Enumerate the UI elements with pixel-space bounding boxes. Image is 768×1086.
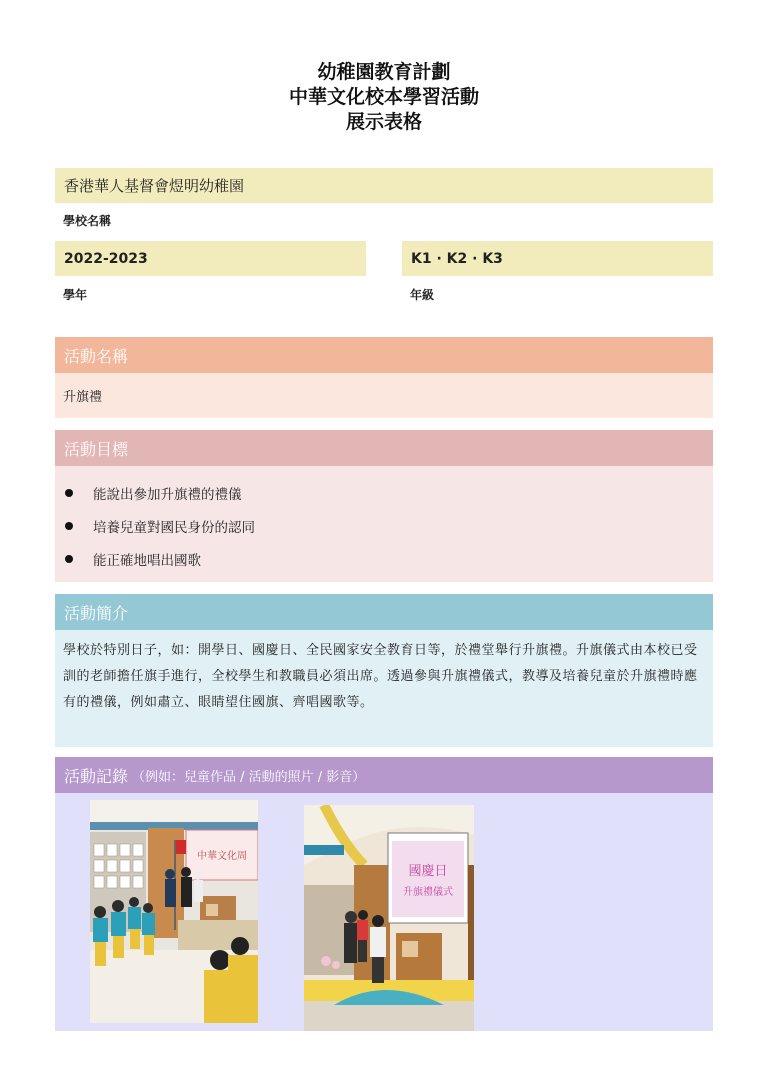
- goal-list: [55, 466, 713, 575]
- activity-name-heading: [55, 337, 713, 373]
- goal-text: 能正確地唱出國歌: [93, 552, 201, 569]
- title-line-3: 展示表格: [345, 111, 422, 133]
- activity-name-body: [55, 373, 713, 418]
- activity-name-heading-text: 活動名稱: [64, 346, 129, 366]
- photo-national-day-ceremony: [304, 805, 474, 1031]
- school-name-label: 學校名稱: [63, 214, 112, 228]
- activity-goals-heading-text: 活動目標: [64, 439, 129, 459]
- activity-goals-heading: [55, 430, 713, 466]
- activity-record-heading-text: 活動記錄: [64, 766, 129, 786]
- title-line-2: 中華文化校本學習活動: [288, 86, 479, 108]
- goal-text: 培養兒童對國民身份的認同: [93, 519, 255, 536]
- activity-intro-heading: [55, 594, 713, 630]
- school-year-field: [55, 241, 366, 276]
- bullet-icon: [65, 555, 73, 563]
- activity-intro-body: [55, 630, 713, 747]
- goal-text: 能說出參加升旗禮的禮儀: [93, 486, 242, 503]
- activity-intro-text: 學校於特別日子，如：開學日、國慶日、全民國家安全教育日等，於禮堂舉行升旗禮。升旗儀式由本校已受訓的老師擔任旗手進行，全校學生和教職員必須出席。透過參與升旗禮儀式，教導及培養兒童於升旗禮時應有的禮儀，例如肅立、眼睛望住國旗、齊唱國歌等。: [63, 643, 698, 710]
- activity-record-subheading: （例如：兒童作品 / 活動的照片 / 影音）: [132, 769, 366, 785]
- activity-record-body: [55, 793, 713, 1031]
- grade-field: [402, 241, 713, 276]
- school-name-value: 香港華人基督會煜明幼稚園: [64, 177, 245, 195]
- activity-intro-heading-text: 活動簡介: [64, 603, 129, 623]
- goal-item: [65, 509, 713, 542]
- school-year-value: 2022-2023: [64, 250, 148, 267]
- photo-2-screen-line-1: 國慶日: [408, 864, 448, 879]
- document-title: [0, 60, 768, 135]
- photo-1-screen-text: 中華文化周: [197, 851, 247, 862]
- goal-item: [65, 542, 713, 575]
- school-name-field: [55, 168, 713, 203]
- photo-2-screen-line-2: 升旗禮儀式: [403, 887, 453, 898]
- activity-record-heading: [55, 757, 713, 793]
- title-line-1: 幼稚園教育計劃: [317, 61, 451, 83]
- goal-item: [65, 476, 713, 509]
- photo-flag-ceremony-hall: [90, 800, 258, 1023]
- grade-value: K1 · K2 · K3: [411, 250, 503, 267]
- activity-name-value: 升旗禮: [63, 390, 103, 405]
- activity-goals-body: [55, 466, 713, 582]
- photo-1-illustration: [90, 800, 258, 1023]
- bullet-icon: [65, 489, 73, 497]
- photo-2-illustration: [304, 805, 474, 1031]
- grade-label: 年級: [410, 288, 435, 302]
- school-year-label: 學年: [63, 288, 88, 302]
- bullet-icon: [65, 522, 73, 530]
